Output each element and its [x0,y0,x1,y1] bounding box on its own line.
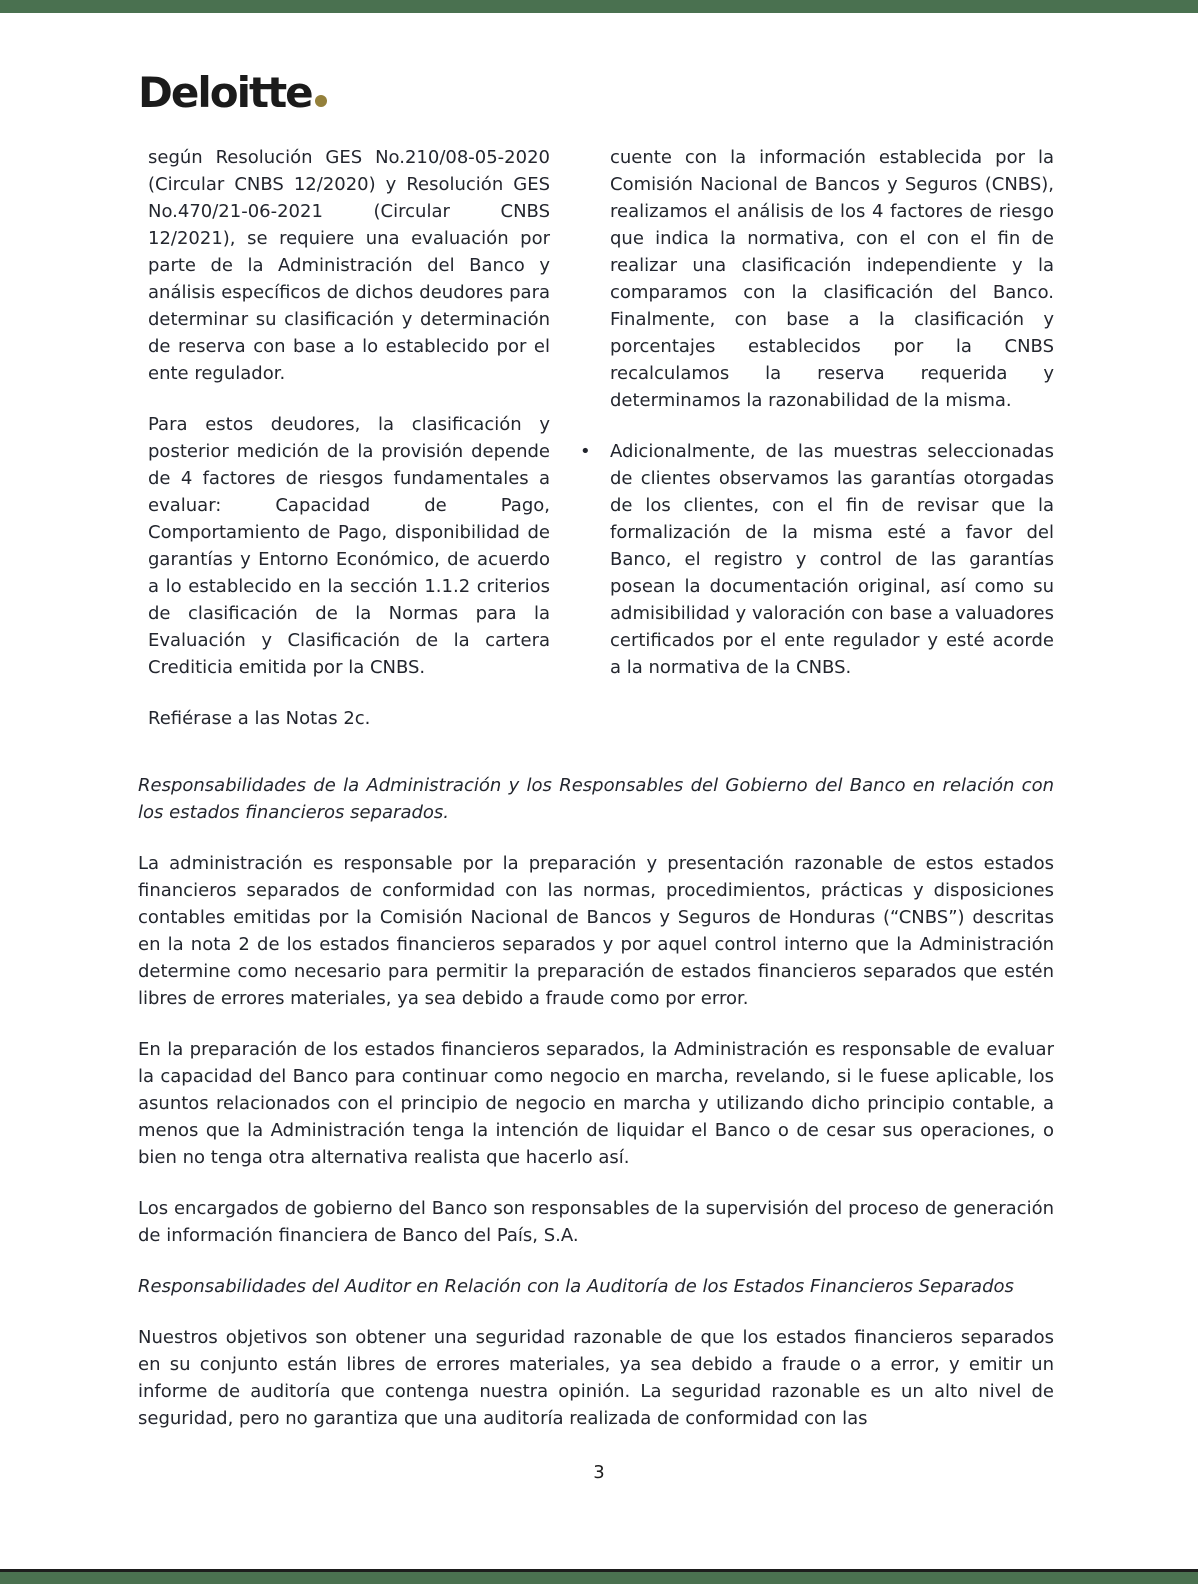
deloitte-wordmark: Deloitte [138,68,312,117]
paragraph: En la preparación de los estados financieros separados, la Administración es responsable de evaluar la capacidad del Banco para continuar como negocio en marcha, revelando, si le fuese aplicable, los asuntos relacionados con el principio de negocio en marcha y utilizando dicho principio contable, a menos que la Administración tenga la intención de liquidar el Banco o de cesar sus operaciones, o bien no tenga otra alternativa realista que hacerlo así. [138,1039,1054,1168]
deloitte-dot-icon [315,95,327,107]
deloitte-logo [138,70,1054,116]
paragraph: La administración es responsable por la preparación y presentación razonable de estos estados financieros separados de conformidad con las normas, procedimientos, prácticas y disposiciones contables emitidas por la Comisión Nacional de Bancos y Seguros de Honduras (“CNBS”) descritas en la nota 2 de los estados financieros separados y por aquel control interno que la Administración determine como necesario para permitir la preparación de estados financieros separados que estén libres de errores materiales, ya sea debido a fraude como por error. [138,853,1054,1009]
notes-reference: Refiérase a las Notas 2c. [148,708,371,729]
bullet-icon: • [580,441,591,462]
list-item [580,144,1054,414]
left-column [148,144,550,756]
list-item-text: Adicionalmente, de las muestras seleccionadas de clientes observamos las garantías otorgadas de los clientes, con el fin de revisar que la formalización de la misma esté a favor del Banco, el registro y control de las garantías posean la documentación original, así como su admisibilidad y valoración con base a valuadores certificados por el ente regulador y esté acorde a la normativa de la CNBS. [610,441,1054,678]
two-column-section [138,144,1054,756]
bottom-green-bar [0,1572,1198,1584]
right-column [580,144,1054,756]
paragraph: Para estos deudores, la clasificación y posterior medición de la provisión depende de 4 factores de riesgos fundamentales a evaluar: Capacidad de Pago, Comportamiento de Pago, disponibilidad de garantías y Entorno Económico, de acuerdo a lo establecido en la sección 1.1.2 criterios de clasificación de la Normas para la Evaluación y Clasificación de la cartera Crediticia emitida por la CNBS. [148,414,550,678]
page-number: 3 [593,1462,605,1483]
page-content [138,70,1054,1456]
paragraph: Los encargados de gobierno del Banco son responsables de la supervisión del proceso de generación de información financiera de Banco del País, S.A. [138,1198,1054,1246]
list-item-text: cuente con la información establecida por la Comisión Nacional de Bancos y Seguros (CNBS), realizamos el análisis de los 4 factores de riesgo que indica la normativa, con el con el fin de realizar una clasificación independiente y la comparamos con la clasificación del Banco. Finalmente, con base a la clasificación y porcentajes establecidos por la CNBS recalculamos la reserva requerida y determinamos la razonabilidad de la misma. [610,147,1054,411]
section-heading-administration-responsibilities: Responsabilidades de la Administración y los Responsables del Gobierno del Banco en relación con los estados financieros separados. [138,775,1054,823]
full-width-section [138,772,1054,1432]
list-item [580,438,1054,681]
paragraph: según Resolución GES No.210/08-05-2020 (Circular CNBS 12/2020) y Resolución GES No.470/21-06-2021 (Circular CNBS 12/2021), se requiere una evaluación por parte de la Administración del Banco y análisis específicos de dichos deudores para determinar su clasificación y determinación de reserva con base a lo establecido por el ente regulador. [148,147,550,384]
paragraph: Nuestros objetivos son obtener una seguridad razonable de que los estados financieros separados en su conjunto están libres de errores materiales, ya sea debido a fraude o a error, y emitir un informe de auditoría que contenga nuestra opinión. La seguridad razonable es un alto nivel de seguridad, pero no garantiza que una auditoría realizada de conformidad con las [138,1327,1054,1429]
top-green-bar [0,0,1198,13]
section-heading-auditor-responsibilities: Responsabilidades del Auditor en Relación con la Auditoría de los Estados Financieros Separados [138,1276,1014,1297]
